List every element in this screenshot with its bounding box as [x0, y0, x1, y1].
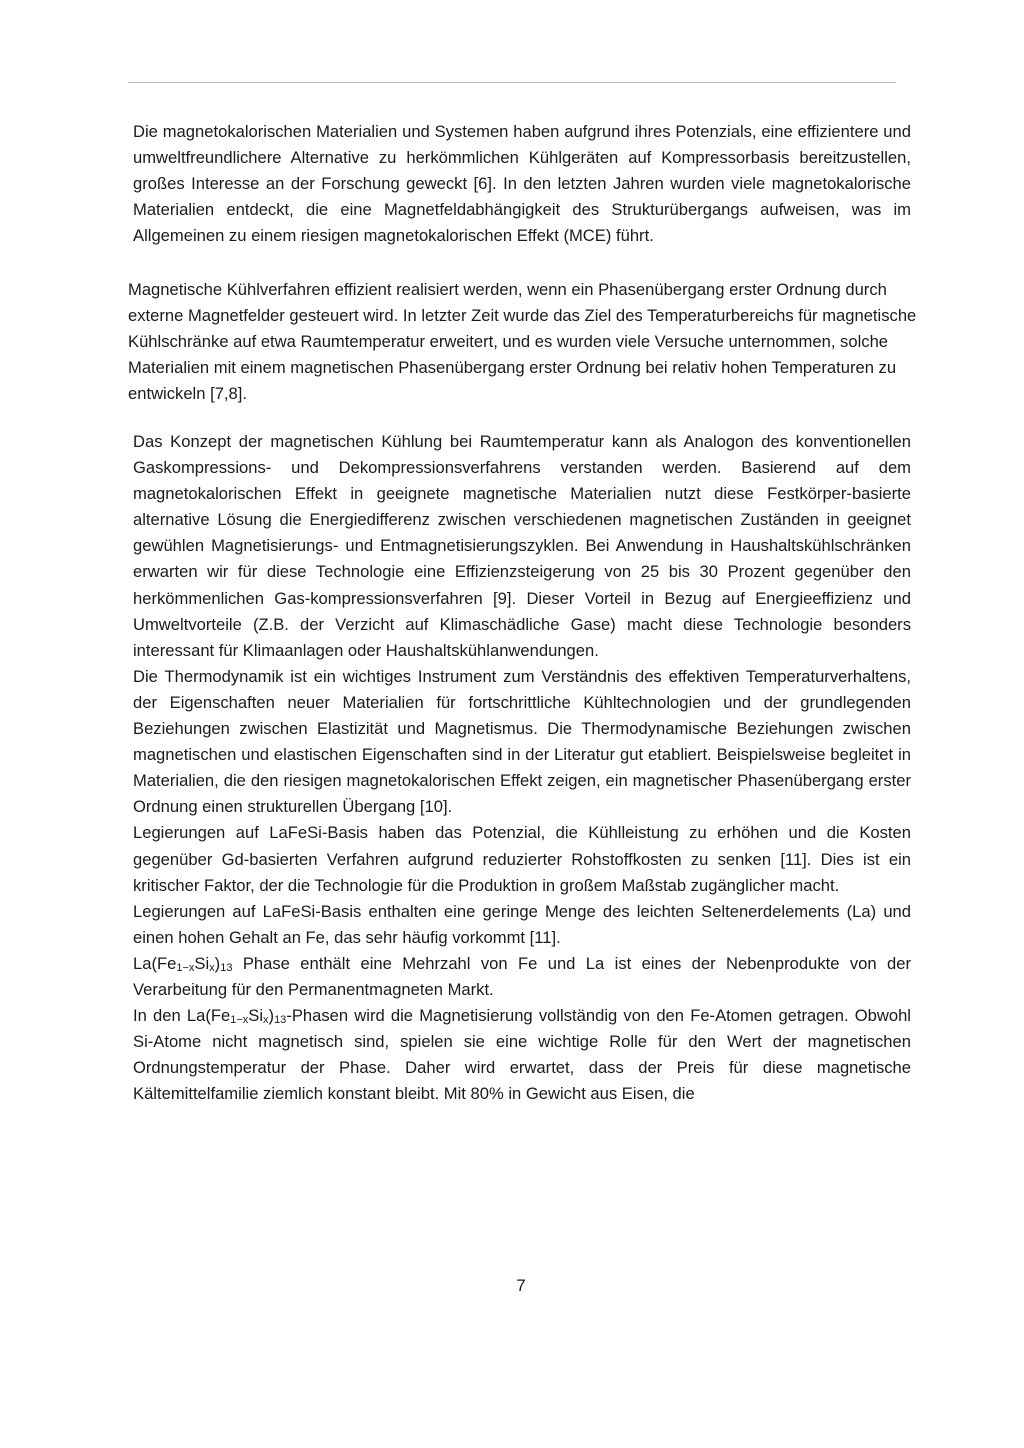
paragraph-room-temperature-cooling: Das Konzept der magnetischen Kühlung bei Raumtemperatur kann als Analogon des konventionellen Gaskompressions- und Dekompressionsverfahrens verstanden werden. Basierend auf dem magnetokalorischen Effekt in geeignete magnetische Materialien nutzt diese Festkörper-basierte alternative Lösung die Energiedifferenz zwischen verschiedenen magnetischen Zuständen in geeignet gewühlen Magnetisierungs- und Entmagnetisierungszyklen. Bei Anwendung in Haushaltskühlschränken erwarten wir für diese Technologie eine Effizienzsteigerung von 25 bis 30 Prozent gegenüber den herkömmenlichen Gas-kompressionsverfahren [9]. Dieser Vorteil in Bezug auf Energieeffizienz und Umweltvorteile (Z.B. der Verzicht auf Klimaschädliche Gase) macht diese Technologie besonders interessant für Klimaanlagen oder Haushaltskühlanwendungen. [133, 432, 911, 660]
page-number: 7 [516, 1276, 526, 1295]
header-rule [128, 82, 896, 83]
paragraph-la-phase: La(Fe1−xSix)13 Phase enthält eine Mehrzahl von Fe und La ist eines der Nebenprodukte von der Verarbeitung für den Permanentmagneten Markt. [133, 953, 911, 999]
paragraph-thermodynamics: Die Thermodynamik ist ein wichtiges Instrument zum Verständnis des effektiven Temperaturverhaltens, der Eigenschaften neuer Materialien für fortschrittliche Kühltechnologien und der grundlegenden Beziehungen zwischen Elastizität und Magnetismus. Die Thermodynamische Beziehungen zwischen magnetischen und elastischen Eigenschaften sind in der Literatur gut etabliert. Beispielsweise begleitet in Materialien, die den riesigen magnetokalorischen Effekt zeigen, ein magnetischer Phasenübergang erster Ordnung einen strukturellen Übergang [10]. [133, 666, 911, 817]
paragraph-magnetic-cooling: Magnetische Kühlverfahren effizient realisiert werden, wenn ein Phasenübergang erster Ordnung durch externe Magnetfelder gesteuert wird. In letzter Zeit wurde das Ziel des Temperaturbereichs für magnetische Kühlschränke auf etwa Raumtemperatur erweitert, und es wurden viele Versuche unternommen, solche Materialien mit einem magnetischen Phasenübergang erster Ordnung bei relativ hohen Temperaturen zu entwickeln [7,8]. [128, 280, 917, 404]
paragraph-lafesi-potential: Legierungen auf LaFeSi-Basis haben das Potenzial, die Kühlleistung zu erhöhen und die Kosten gegenüber Gd-basierten Verfahren aufgrund reduzierter Rohstoffkosten zu senken [11]. Dies ist ein kritischer Faktor, der die Technologie für die Produktion in großem Maßstab zugänglicher macht. [133, 823, 911, 895]
paragraph-magnetization: In den La(Fe1−xSix)13-Phasen wird die Magnetisierung vollständig von den Fe-Atomen getragen. Obwohl Si-Atome nicht magnetisch sind, spielen sie eine wichtige Rolle für den Wert der magnetischen Ordnungstemperatur der Phase. Daher wird erwartet, dass der Preis für diese magnetische Kältemittelfamilie ziemlich konstant bleibt. Mit 80% in Gewicht aus Eisen, die [133, 1006, 911, 1104]
paragraph-lafesi-composition: Legierungen auf LaFeSi-Basis enthalten eine geringe Menge des leichten Seltenerdelements (La) und einen hohen Gehalt an Fe, das sehr häufig vorkommt [11]. [133, 901, 911, 947]
main-text-block [133, 429, 911, 1107]
paragraph-mce-intro: Die magnetokalorischen Materialien und Systemen haben aufgrund ihres Potenzials, eine effizientere und umweltfreundlichere Alternative zu herkömmlichen Kühlgeräten auf Kompressorbasis bereitzustellen, großes Interesse an der Forschung geweckt [6]. In den letzten Jahren wurden viele magnetokalorische Materialien entdeckt, die eine Magnetfeldabhängigkeit des Strukturübergangs aufweisen, was im Allgemeinen zu einem riesigen magnetokalorischen Effekt (MCE) führt. [133, 122, 911, 246]
